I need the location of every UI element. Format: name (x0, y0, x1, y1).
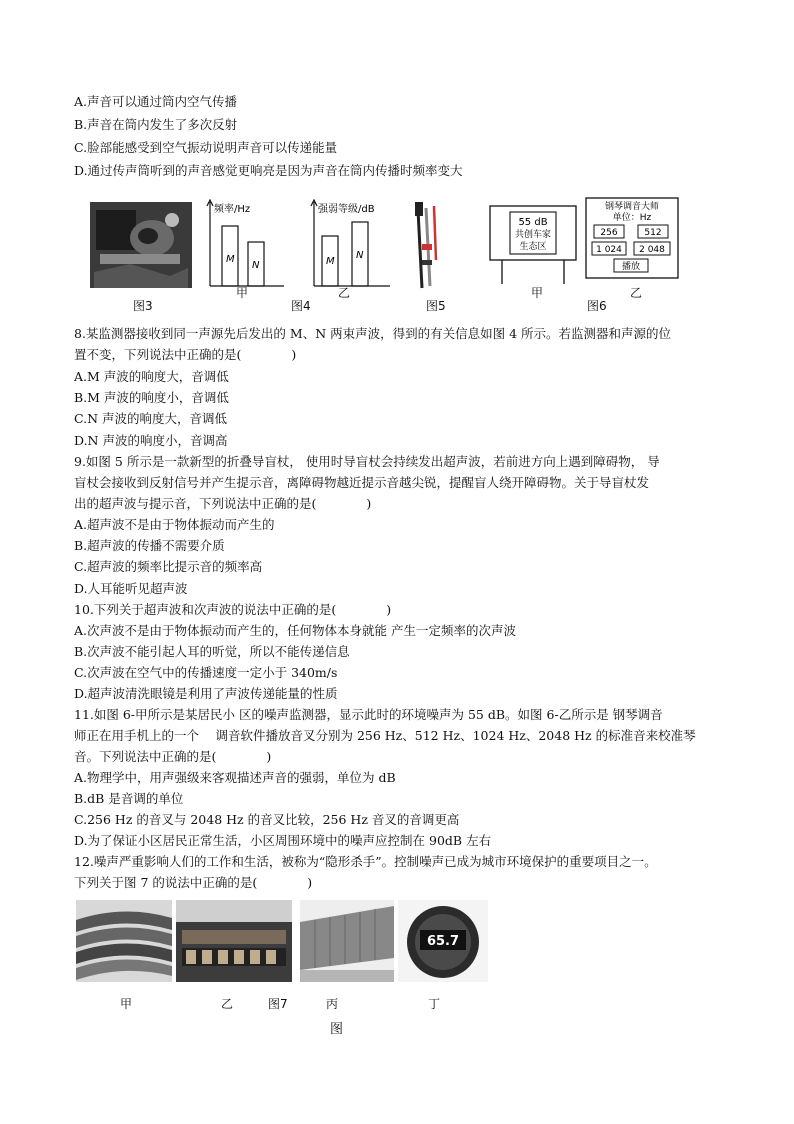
figure-5-caption: 图5 (426, 299, 446, 313)
q10-option-a: A.次声波不是由于物体振动而产生的，任何物体本身就能 产生一定频率的次声波 (74, 623, 516, 638)
q11-option-b: B.dB 是音调的单位 (74, 791, 184, 806)
figure-6-tuning-app (584, 196, 680, 292)
figure-5-cane (408, 200, 448, 292)
app-button-512: 512 (644, 228, 662, 238)
app-button-2048: 2 048 (639, 245, 665, 255)
figure-4-chart-jia (196, 196, 288, 292)
figure-7-bing-photo (300, 900, 394, 982)
q8-stem-line1: 8.某监测器接收到同一声源先后发出的 M、N 两束声波，得到的有关信息如图 4 所示。若监测器和声源的位 (74, 326, 672, 341)
sign-text-line3: 生态区 (519, 242, 547, 252)
q11-stem-line3: 音。下列说法中正确的是( ) (74, 749, 272, 764)
q7-option-b: B.声音在筒内发生了多次反射 (74, 117, 238, 132)
figure-4-jia-label: 甲 (236, 286, 249, 300)
q8-option-b: B.M 声波的响度小，音调低 (74, 390, 229, 405)
figure-6-caption: 图6 (587, 299, 607, 313)
q7-option-a: A.声音可以通过筒内空气传播 (74, 94, 238, 109)
bar-n-label-2: N (356, 250, 364, 261)
app-button-256: 256 (600, 228, 618, 238)
q10-option-b: B.次声波不能引起人耳的听觉，所以不能传递信息 (74, 644, 350, 659)
q9-option-d: D.人耳能听见超声波 (74, 581, 188, 596)
q8-option-a: A.M 声波的响度大，音调低 (74, 369, 229, 384)
q9-stem-line1: 9.如图 5 所示是一款新型的折叠导盲杖， 使用时导盲杖会持续发出超声波，若前进方向上遇到障碍物， 导 (74, 454, 660, 469)
q11-stem-line2: 师正在用手机上的一个 调音软件播放音叉分别为 256 Hz、512 Hz、1024 Hz、2048 Hz 的标准音来校准琴 (74, 728, 696, 743)
chart-y-label-level: 强弱等级/dB (318, 204, 375, 215)
q11-option-c: C.256 Hz 的音叉与 2048 Hz 的音叉比较，256 Hz 音叉的音调更高 (74, 812, 460, 827)
q8-option-c: C.N 声波的响度大，音调低 (74, 411, 228, 426)
bar-n-label: N (252, 260, 260, 271)
app-unit: 单位：Hz (612, 213, 652, 223)
figure-4-chart-yi (302, 196, 402, 292)
q11-option-d: D.为了保证小区居民正常生活，小区周围环境中的噪声应控制在 90dB 左右 (74, 833, 492, 848)
q10-stem: 10.下列关于超声波和次声波的说法中正确的是( ) (74, 602, 392, 617)
q10-option-d: D.超声波清洗眼镜是利用了声波传递能量的性质 (74, 686, 338, 701)
noise-reading: 55 dB (518, 217, 548, 228)
q11-option-a: A.物理学中，用声强级来客观描述声音的强弱，单位为 dB (74, 770, 396, 785)
figure-7-jia-photo (76, 900, 172, 982)
figure-7-yi-label: 乙 (221, 997, 234, 1011)
figure-4-caption: 图4 (291, 299, 311, 313)
app-button-1024: 1 024 (596, 245, 622, 255)
meter-reading: 65.7 (426, 934, 460, 949)
bar-m-label: M (226, 254, 235, 265)
q11-stem-line1: 11.如图 6-甲所示是某居民小 区的噪声监测器，显示此时的环境噪声为 55 dB。如图 6-乙所示是 钢琴调音 (74, 707, 663, 722)
figure-7-ding-photo (398, 900, 488, 982)
figure-3-photo (90, 202, 192, 288)
q9-option-b: B.超声波的传播不需要介质 (74, 538, 225, 553)
q9-option-a: A.超声波不是由于物体振动而产生的 (74, 517, 275, 532)
bar-m-label-2: M (326, 256, 335, 267)
q8-stem-line2: 置不变，下列说法中正确的是( ) (74, 347, 297, 362)
figure-4-yi-label: 乙 (338, 286, 351, 300)
figure-7-bing-label: 丙 (326, 997, 339, 1011)
q10-option-c: C.次声波在空气中的传播速度一定小于 340m/s (74, 665, 338, 680)
figure-7-caption: 图7 (268, 997, 288, 1011)
q12-stem-line2: 下列关于图 7 的说法中正确的是( ) (74, 875, 313, 890)
q9-stem-line2: 盲杖会接收到反射信号并产生提示音，离障碍物越近提示音越尖锐，提醒盲人绕开障碍物。关于导盲杖发 (74, 475, 650, 490)
q9-stem-line3: 出的超声波与提示音，下列说法中正确的是( ) (74, 496, 372, 511)
figure-3-caption: 图3 (133, 299, 153, 313)
q8-option-d: D.N 声波的响度小，音调高 (74, 433, 228, 448)
q12-stem-line1: 12.噪声严重影响人们的工作和生活，被称为“隐形杀手”。控制噪声已成为城市环境保护的重要项目之一。 (74, 854, 657, 869)
app-play-button: 播放 (621, 262, 641, 272)
sign-text-line2: 共创车家 (514, 230, 552, 240)
figure-7-jia-label: 甲 (120, 997, 133, 1011)
app-title: 钢琴调音大师 (604, 202, 660, 212)
figure-7-yi-photo (176, 900, 292, 982)
figure-6-noise-sign (488, 204, 578, 286)
figure-6-jia-label: 甲 (531, 286, 544, 300)
q9-option-c: C.超声波的频率比提示音的频率高 (74, 559, 263, 574)
chart-y-label-frequency: 频率/Hz (214, 204, 251, 215)
figure-6-yi-label: 乙 (630, 286, 643, 300)
figure-7-tu-label: 图 (330, 1022, 344, 1037)
figure-7-ding-label: 丁 (428, 997, 441, 1011)
q7-option-c: C.脸部能感受到空气振动说明声音可以传递能量 (74, 140, 338, 155)
q7-option-d: D.通过传声筒听到的声音感觉更响亮是因为声音在筒内传播时频率变大 (74, 163, 463, 178)
